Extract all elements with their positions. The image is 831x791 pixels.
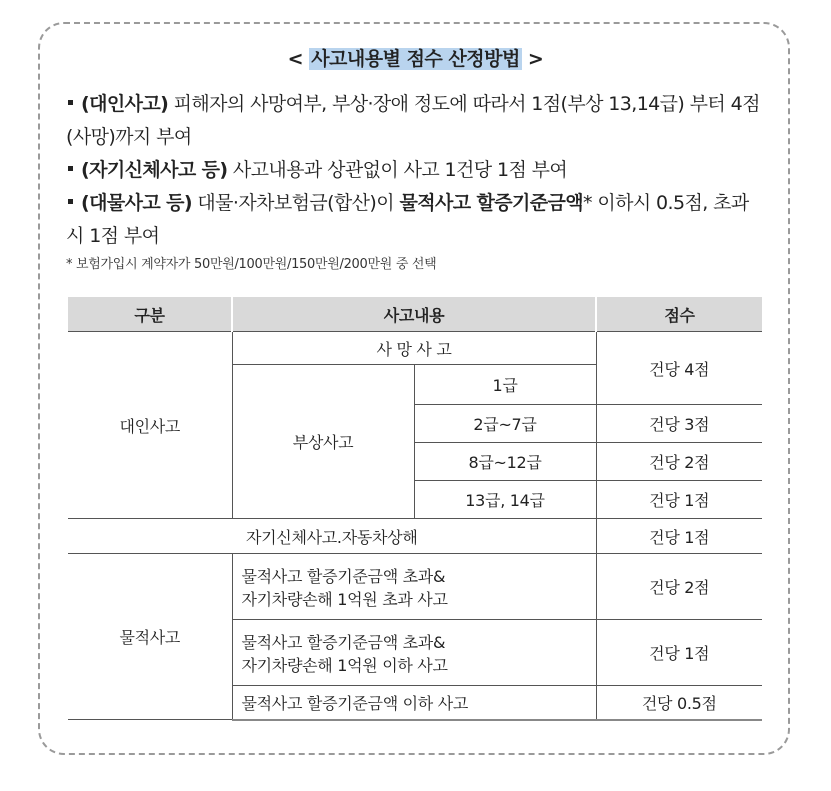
header-score: 점수: [596, 297, 762, 332]
score-cell: 건당 2점: [596, 443, 762, 481]
footnote: * 보험가입시 계약자가 50만원/100만원/150만원/200만원 중 선택: [66, 257, 437, 272]
header-category: 구분: [68, 297, 232, 332]
content-line: 자기차량손해 1억원 초과 사고: [241, 589, 448, 609]
table-row: [68, 519, 762, 554]
score-cell: 건당 1점: [596, 519, 762, 554]
rule-text: 사고내용과 상관없이 사고 1건당 1점 부여: [227, 159, 568, 181]
grade-cell: 13급, 14급: [414, 481, 596, 519]
content-line: 자기차량손해 1억원 이하 사고: [241, 655, 448, 675]
score-table: [68, 297, 762, 721]
bullet-icon: [68, 100, 73, 105]
rule-text: * 이하시 0.5점, 초과시 1점 부여: [66, 192, 749, 247]
rule-property: [66, 187, 766, 253]
grade-cell: 8급~12급: [414, 443, 596, 481]
bullet-icon: [68, 166, 73, 171]
rule-label: (대물사고 등): [81, 192, 192, 214]
content-line: 물적사고 할증기준금액 초과&: [241, 632, 446, 652]
rule-text: 대물·자차보험금(합산)이: [191, 192, 400, 214]
rule-text: 피해자의 사망여부, 부상·장애 정도에 따라서 1점(부상 13,14급) 부터 4점(사망)까지 부여: [66, 93, 760, 148]
category-personal: 대인사고: [68, 332, 232, 519]
page-title: [0, 44, 831, 71]
property-content: [232, 620, 596, 686]
title-close: >: [521, 48, 544, 70]
rule-label: (자기신체사고 등): [81, 159, 228, 181]
death-accident: 사 망 사 고: [232, 332, 596, 365]
score-cell: 건당 2점: [596, 554, 762, 620]
grade-cell: 1급: [414, 365, 596, 405]
table-row: [68, 554, 762, 620]
rules-section: [66, 88, 766, 277]
property-content: [232, 554, 596, 620]
title-open: <: [287, 48, 310, 70]
property-content: 물적사고 할증기준금액 이하 사고: [232, 686, 596, 720]
injury-accident: 부상사고: [232, 365, 414, 519]
rule-label: (대인사고): [81, 93, 169, 115]
header-content: 사고내용: [232, 297, 596, 332]
rule-personal: [66, 88, 766, 154]
grade-cell: 2급~7급: [414, 405, 596, 443]
score-cell: 건당 4점: [596, 332, 762, 405]
rule-bold-term: 물적사고 할증기준금액: [399, 192, 584, 214]
category-property: 물적사고: [68, 554, 232, 720]
title-highlight: 사고내용별 점수 산정방법: [311, 48, 520, 70]
score-cell: 건당 0.5점: [596, 686, 762, 720]
content-line: 물적사고 할증기준금액 초과&: [241, 566, 446, 586]
table-row: [68, 332, 762, 365]
bullet-icon: [68, 199, 73, 204]
self-body-accident: 자기신체사고.자동차상해: [68, 519, 596, 554]
score-cell: 건당 3점: [596, 405, 762, 443]
table-header-row: [68, 297, 762, 332]
score-cell: 건당 1점: [596, 481, 762, 519]
rule-self-body: [66, 154, 766, 187]
score-cell: 건당 1점: [596, 620, 762, 686]
